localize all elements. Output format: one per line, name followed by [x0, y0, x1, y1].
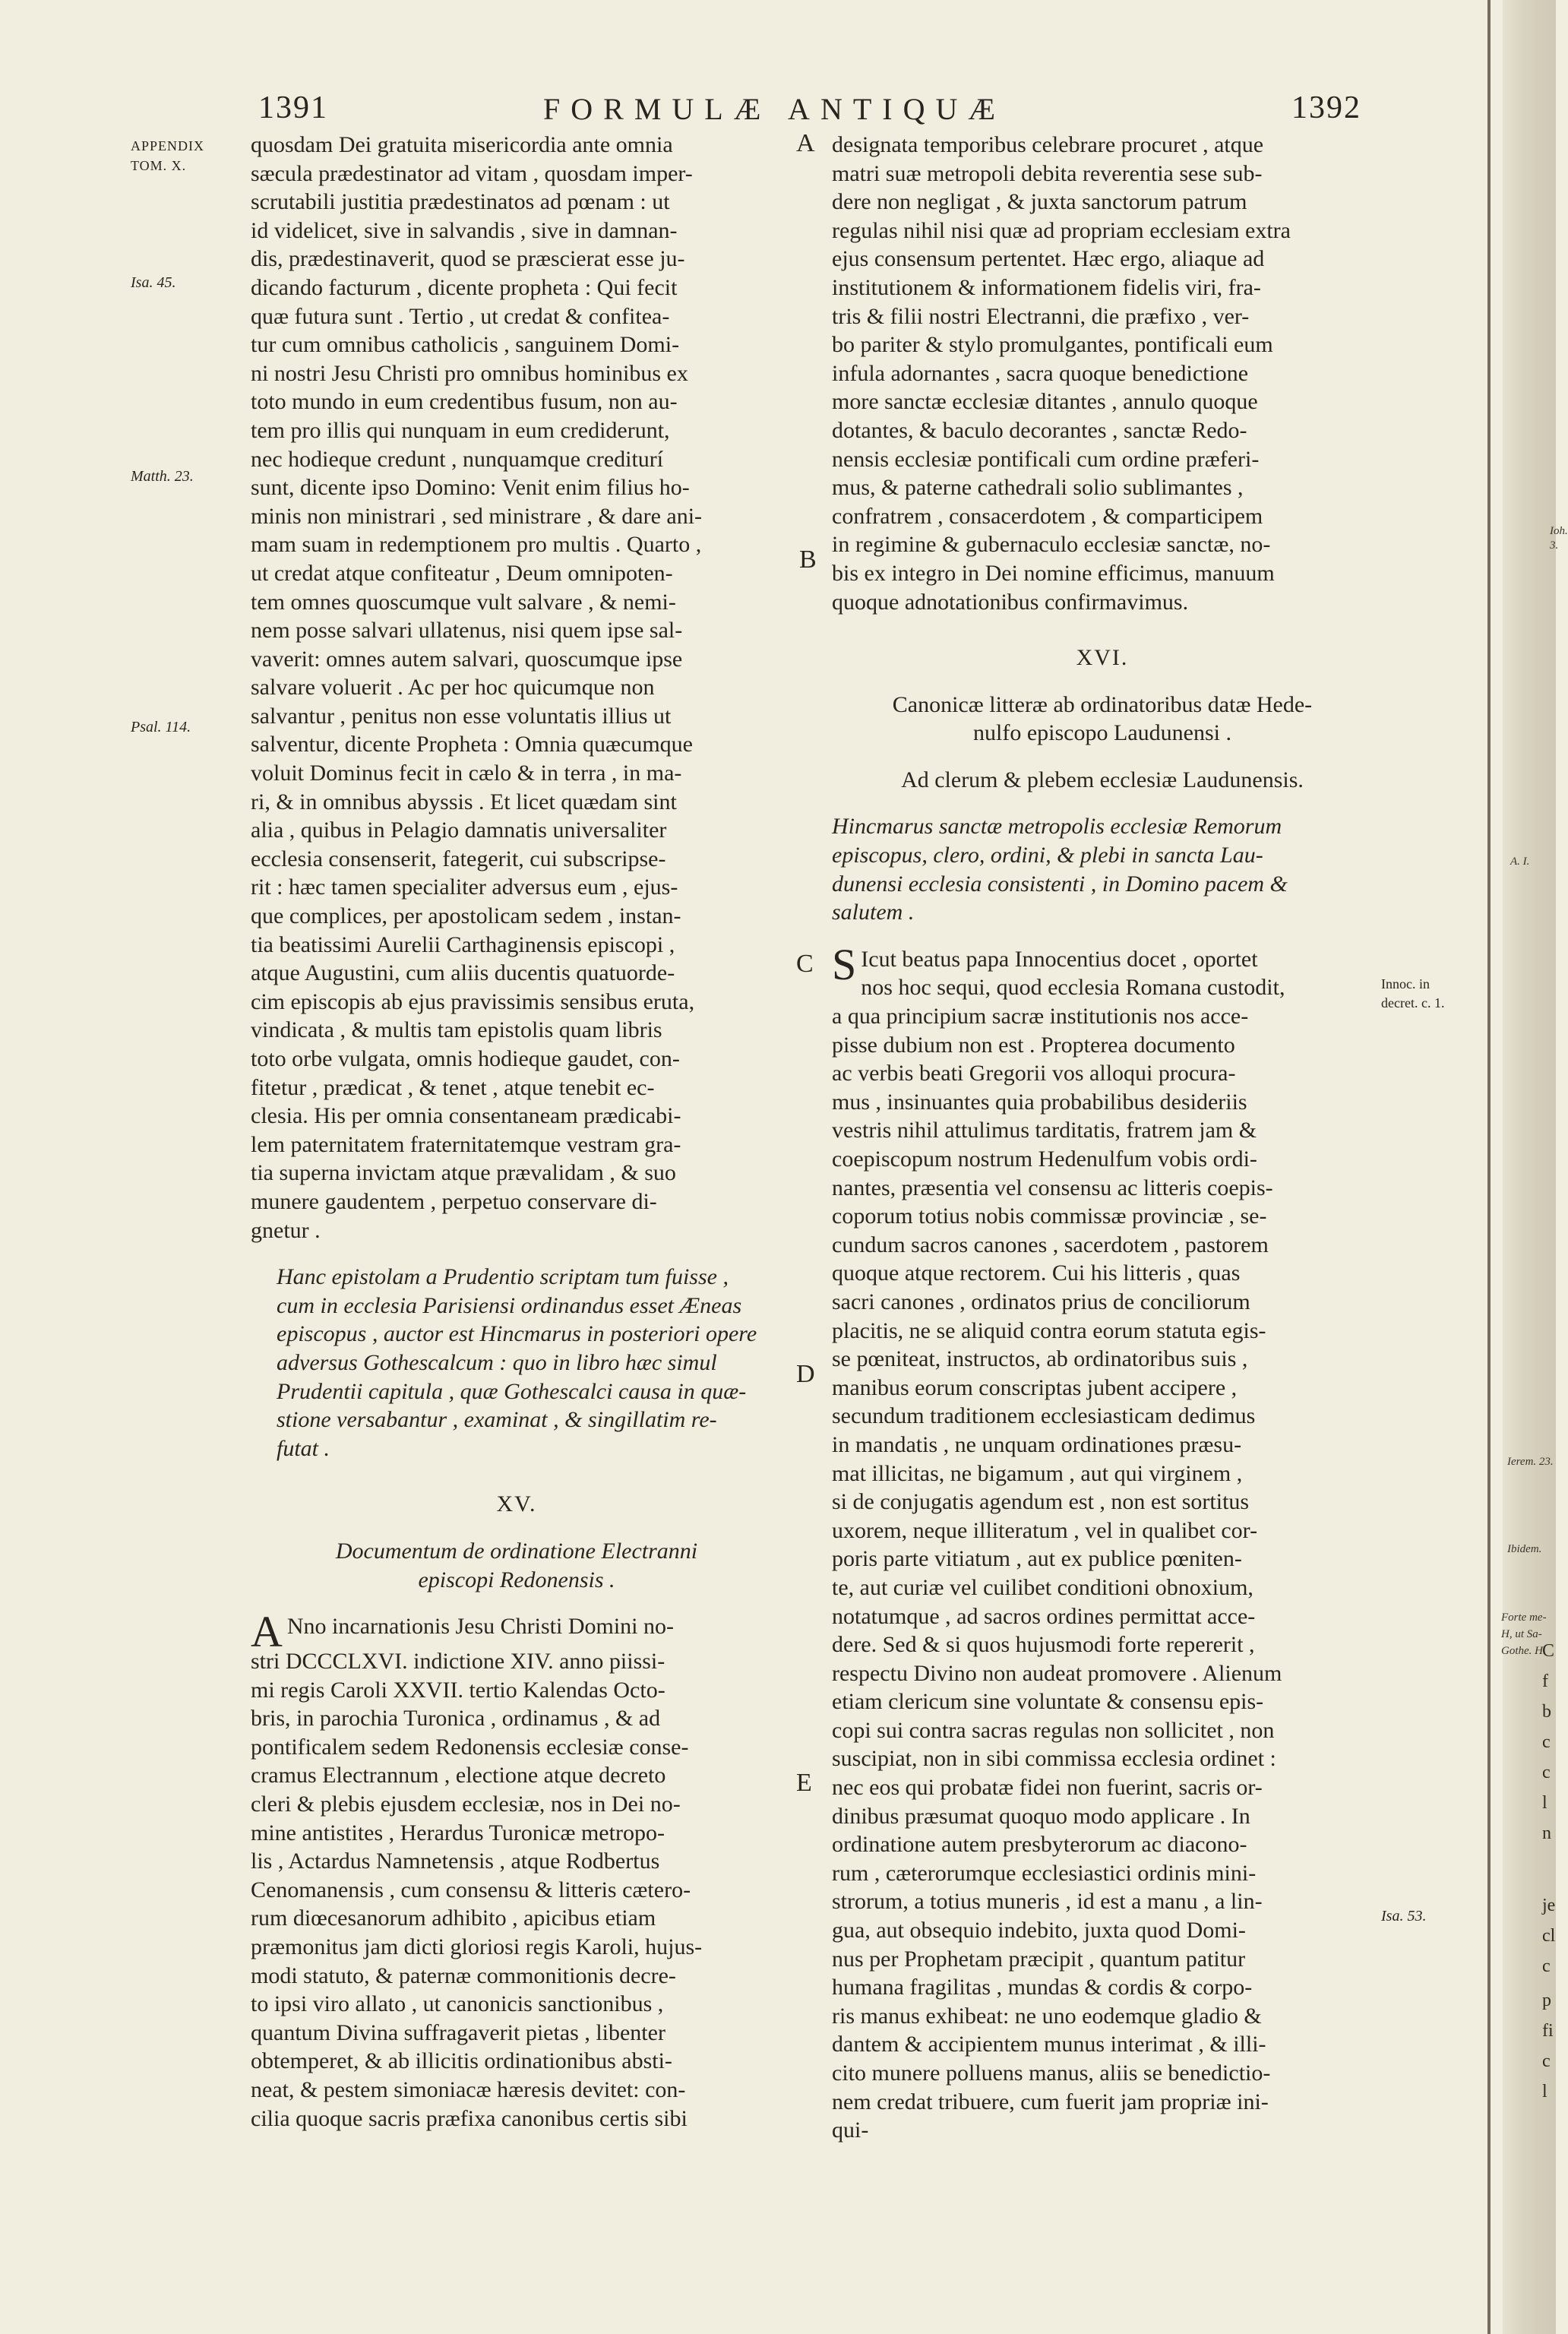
text-line: Prudentii capitula , quæ Gothescalci causa in quæ-: [277, 1378, 747, 1404]
text-line: strorum, a totius muneris , id est a manu , a lin-: [832, 1889, 1263, 1915]
text-line: quosdam Dei gratuita misericordia ante omnia: [251, 132, 673, 157]
text-line: quantum Divina suffragaverit pietas , libenter: [251, 2019, 665, 2045]
text-line: humana fragilitas , mundas & cordis & corpo-: [832, 1975, 1253, 2000]
letter-address: Ad clerum & plebem ecclesiæ Laudunensis.: [901, 767, 1304, 792]
text-line: a qua principium sacræ institutionis nos acce-: [832, 1004, 1249, 1029]
text-line: ac verbis beati Gregorii vos alloqui procura-: [832, 1061, 1236, 1086]
text-line: placitis, ne se aliquid contra eorum statuta egis-: [832, 1317, 1266, 1343]
edge-note: Ioh. 3.: [1550, 525, 1568, 552]
text-line: salvare voluerit . Ac per hoc quicumque non: [251, 675, 655, 701]
text-line: mi regis Caroli XXVII. tertio Kalendas Octo-: [251, 1677, 665, 1703]
text-line: Nno incarnationis Jesu Christi Domini no-: [286, 1614, 675, 1640]
text-line: nus per Prophetam præcipit , quantum patitur: [832, 1946, 1246, 1972]
text-line: Documentum de ordinatione Electranni: [335, 1538, 698, 1564]
edge-note: A. I.: [1510, 855, 1530, 868]
text-line: salutem .: [832, 900, 915, 925]
text-line: toto mundo in eum credentibus fusum, non au-: [251, 389, 678, 415]
text-line: Canonicæ litteræ ab ordinatoribus datæ Hede-: [892, 691, 1313, 717]
text-line: Cenomanensis , cum consensu & litteris cætero-: [251, 1877, 691, 1902]
text-line: matri suæ metropoli debita reverentia sese sub-: [832, 160, 1263, 186]
xv-paragraph: [251, 1607, 782, 2133]
text-line: sunt, dicente ipso Domino: Venit enim filius ho-: [251, 475, 690, 501]
text-line: episcopus, clero, ordini, & plebi in sancta Lau-: [832, 843, 1263, 868]
text-line: futat .: [277, 1435, 330, 1461]
text-line: mine antistites , Herardus Turonicæ metropo-: [251, 1820, 665, 1845]
text-line: mus , insinuantes quia probabilibus desideriis: [832, 1089, 1247, 1115]
section-title-xvi: [832, 691, 1373, 748]
text-line: ris manus exhibeat: ne uno eodemque gladio &: [832, 2003, 1262, 2029]
text-line: rum diœcesanorum adhibito , apicibus etiam: [251, 1905, 656, 1931]
section-letter: B: [799, 546, 817, 574]
text-line: cramus Electrannum , electione atque decreto: [251, 1763, 666, 1788]
text-line: adversus Gothescalcum : quo in libro hæc simul: [277, 1349, 717, 1375]
page-gutter-line: [1487, 0, 1491, 2334]
edge-note: Ibidem.: [1507, 1543, 1542, 1555]
text-line: Hincmarus sanctæ metropolis ecclesiæ Remorum: [832, 814, 1282, 840]
text-line: to ipsi viro allato , ut canonicis sanctionibus ,: [251, 1991, 664, 2017]
text-line: notatumque , ad sacros ordines permittat acce-: [832, 1603, 1256, 1629]
text-line: more sanctæ ecclesiæ ditantes , annulo quoque: [832, 389, 1258, 415]
text-line: que complices, per apostolicam sedem , instan-: [251, 903, 681, 929]
text-line: confratrem , consacerdotem , & comparticipem: [832, 503, 1263, 529]
text-line: fitetur , prædicat , & tenet , atque tenebit ec-: [251, 1074, 655, 1100]
text-line: suscipiat, non in sibi commissa ecclesia ordinet :: [832, 1746, 1276, 1772]
text-line: quæ futura sunt . Tertio , ut credat & confitea-: [251, 303, 670, 329]
text-line: dis, prædestinaverit, quod se præscierat esse ju-: [251, 246, 685, 272]
text-line: dere. Sed & si quos hujusmodi forte repererit ,: [832, 1632, 1255, 1658]
drop-cap: A: [251, 1607, 283, 1657]
drop-cap: S: [832, 939, 857, 989]
text-line: etiam clericum sine voluntate & consensu epis-: [832, 1689, 1264, 1715]
text-line: salventur, dicente Propheta : Omnia quæcumque: [251, 732, 693, 757]
letter-salutation: [832, 812, 1373, 926]
text-line: rum , cæterorumque ecclesiastici ordinis mini-: [832, 1860, 1257, 1886]
text-line: ut credat atque confiteatur , Deum omnipoten-: [251, 560, 673, 586]
text-line: pisse dubium non est . Propterea documento: [832, 1032, 1235, 1058]
text-line: cum in ecclesia Parisiensi ordinandus esset Æneas: [277, 1292, 742, 1318]
margin-reference: Psal. 114.: [131, 719, 191, 735]
text-line: ordinatione autem presbyterorum ac diacono-: [832, 1832, 1247, 1858]
text-line: dinibus præsumat quoquo modo applicare . In: [832, 1803, 1250, 1829]
text-line: obtemperet, & ab illicitis ordinationibus absti-: [251, 2048, 672, 2074]
text-line: id videlicet, sive in salvandis , sive in damnan-: [251, 217, 678, 243]
text-line: voluit Dominus fecit in cælo & in terra , in ma-: [251, 761, 682, 786]
text-line: infula adornantes , sacra quoque benedictione: [832, 360, 1249, 386]
text-line: copi sui contra sacras regulas non sollicitet , non: [832, 1717, 1275, 1743]
text-line: tem omnes quoscumque vult salvare , & nemi-: [251, 589, 676, 615]
text-line: ri, & in omnibus abyssis . Et licet quædam sint: [251, 789, 677, 814]
edge-note: H, ut Sa-: [1501, 1628, 1542, 1640]
page-number-left: 1391: [258, 90, 328, 125]
text-line: stri DCCCLXVI. indictione XIV. anno piissi-: [251, 1649, 665, 1675]
text-line: se pœniteat, instructos, ab ordinatoribus suis ,: [832, 1346, 1248, 1372]
text-line: quoque atque rectorem. Cui his litteris , quas: [832, 1260, 1241, 1286]
text-line: nos hoc sequi, quod ecclesia Romana custodit,: [861, 975, 1285, 1001]
text-line: nensis ecclesiæ pontificali cum ordine præferi-: [832, 446, 1260, 472]
text-line: dotantes, & baculo decorantes , sanctæ Redo-: [832, 417, 1247, 443]
text-line: manibus eorum conscriptas jubent accipere ,: [832, 1374, 1238, 1400]
text-line: episcopus , auctor est Hincmarus in posteriori opere: [277, 1321, 757, 1347]
text-line: modi statuto, & paternæ commonitionis decre-: [251, 1962, 676, 1988]
text-line: cilia quoque sacris præfixa canonibus certis sibi: [251, 2105, 688, 2131]
edge-note: Ierem. 23.: [1507, 1456, 1554, 1468]
text-line: tem pro illis qui nunquam in eum crediderunt,: [251, 417, 670, 443]
edge-fragment: p: [1542, 1991, 1551, 2010]
text-line: neat, & pestem simoniacæ hæresis devitet: con-: [251, 2077, 686, 2102]
page-header: [0, 90, 1489, 128]
text-line: si de conjugatis agendum est , non est sortitus: [832, 1489, 1250, 1515]
text-line: vaverit: omnes autem salvari, quoscumque ipse: [251, 646, 683, 672]
left-column: [251, 131, 782, 2133]
text-line: gnetur .: [251, 1217, 321, 1243]
text-line: vestris nihil attulimus tarditatis, fratrem jam &: [832, 1118, 1257, 1143]
margin-reference: Isa. 45.: [131, 274, 176, 291]
text-line: bis ex integro in Dei nomine efficimus, manuum: [832, 560, 1275, 586]
text-line: alia , quibus in Pelagio damnatis universaliter: [251, 818, 667, 843]
text-line: mat illicitas, ne bigamum , aut qui virginem ,: [832, 1460, 1243, 1486]
section-letter: D: [796, 1360, 815, 1388]
margin-reference: decret. c. 1.: [1381, 995, 1445, 1010]
text-line: te, aut curiæ vel cuilibet conditioni obnoxium,: [832, 1574, 1253, 1600]
right-body-text: [832, 131, 1373, 616]
section-title-xv: [251, 1537, 782, 1594]
xvi-paragraph: [832, 939, 1373, 2145]
text-line: præmonitus jam dicti gloriosi regis Karoli, hujus-: [251, 1934, 703, 1960]
text-line: cundum sacros canones , sacerdotem , pastorem: [832, 1232, 1269, 1257]
text-line: lis , Actardus Namnetensis , atque Rodbertus: [251, 1849, 660, 1874]
text-line: cim episcopis ab ejus pravissimis sensibus eruta,: [251, 988, 695, 1014]
text-line: respectu Divino non audeat promovere . Alienum: [832, 1660, 1282, 1686]
page-number-right: 1392: [1291, 90, 1361, 125]
edge-fragment: l: [1542, 1793, 1547, 1813]
text-line: bris, in parochia Turonica , ordinamus , & ad: [251, 1706, 661, 1732]
text-line: sacri canones , ordinatos prius de conciliorum: [832, 1289, 1250, 1314]
edge-fragment: n: [1542, 1823, 1551, 1843]
margin-tom: TOM. X.: [131, 158, 187, 173]
text-line: Hanc epistolam a Prudentio scriptam tum fuisse ,: [277, 1264, 729, 1290]
text-line: minis non ministrari , sed ministrare , & dare ani-: [251, 503, 703, 529]
edge-fragment: cl: [1542, 1926, 1556, 1946]
text-line: ni nostri Jesu Christi pro omnibus hominibus ex: [251, 360, 688, 386]
text-line: clesia. His per omnia consentaneam prædicabi-: [251, 1103, 681, 1129]
text-line: nantes, præsentia vel consensu ac litteris coepis-: [832, 1175, 1273, 1200]
edge-fragment: fi: [1542, 2021, 1554, 2041]
margin-appendix: APPENDIX: [131, 138, 205, 153]
edge-note: Gothe. H.: [1501, 1645, 1546, 1657]
text-line: dunensi ecclesia consistenti , in Domino pacem &: [832, 871, 1288, 897]
editorial-note: [251, 1263, 782, 1463]
text-line: nec hodieque credunt , nunquamque crediturí: [251, 446, 664, 472]
text-line: mam suam in redemptionem pro multis . Quarto ,: [251, 532, 702, 558]
edge-note: Forte me-: [1501, 1611, 1547, 1624]
text-line: nec eos qui probatæ fidei non fuerint, sacris or-: [832, 1775, 1263, 1801]
section-letter: A: [796, 129, 815, 157]
margin-reference: Innoc. in: [1381, 976, 1430, 991]
text-line: dicando facturum , dicente propheta : Qui fecit: [251, 274, 678, 300]
edge-fragment: c: [1542, 1732, 1551, 1752]
edge-fragment: je: [1542, 1896, 1556, 1915]
edge-fragment: C: [1542, 1641, 1555, 1661]
edge-fragment: l: [1542, 2082, 1547, 2102]
adjacent-page-edge: [1503, 0, 1556, 2334]
text-line: tris & filii nostri Electranni, die præfixo , ver-: [832, 303, 1250, 329]
margin-reference: Matth. 23.: [131, 468, 194, 485]
text-line: quoque adnotationibus confirmavimus.: [832, 589, 1189, 615]
text-line: uxorem, neque illiteratum , vel in qualibet cor-: [832, 1517, 1258, 1543]
text-line: cito munere polluens manus, aliis se benedictio-: [832, 2060, 1271, 2086]
text-line: Icut beatus papa Innocentius docet , oportet: [861, 946, 1258, 972]
text-line: rit : hæc tamen specialiter adversus eum , ejus-: [251, 874, 678, 900]
text-line: tia beatissimi Aurelii Carthaginensis episcopi ,: [251, 931, 675, 957]
section-letter: E: [796, 1769, 812, 1797]
text-line: nulfo episcopo Laudunensi .: [973, 720, 1231, 746]
text-line: designata temporibus celebrare procuret , atque: [832, 132, 1264, 157]
text-line: stione versabantur , examinat , & singillatim re-: [277, 1407, 717, 1433]
text-line: sæcula prædestinator ad vitam , quosdam imper-: [251, 160, 693, 186]
text-line: tur cum omnibus catholicis , sanguinem Domi-: [251, 332, 680, 358]
text-line: dantem & accipientem munus interimat , & illi-: [832, 2032, 1266, 2057]
text-line: poris parte vitiatum , aut ex publice pœniten-: [832, 1546, 1242, 1572]
text-line: secundum traditionem ecclesiasticam dedimus: [832, 1403, 1256, 1429]
text-line: cleri & plebis ejusdem ecclesiæ, nos in Dei no-: [251, 1792, 681, 1817]
running-title: FORMULÆ ANTIQUÆ: [543, 92, 1006, 126]
text-line: regulas nihil nisi quæ ad propriam ecclesiam extra: [832, 217, 1291, 243]
edge-fragment: f: [1542, 1671, 1548, 1691]
text-line: in mandatis , ne unquam ordinationes præsu-: [832, 1431, 1242, 1457]
text-line: salvantur , penitus non esse voluntatis illius ut: [251, 703, 672, 729]
text-line: scrutabili justitia prædestinatos ad pœnam : ut: [251, 189, 670, 215]
text-line: qui-: [832, 2117, 869, 2143]
text-line: episcopi Redonensis .: [418, 1567, 615, 1592]
right-column: [832, 131, 1373, 2145]
text-line: bo pariter & stylo promulgantes, pontificali eum: [832, 332, 1273, 358]
section-number-xv: XV.: [496, 1491, 537, 1517]
edge-fragment: c: [1542, 2051, 1551, 2071]
text-line: atque Augustini, cum aliis ducentis quatuorde-: [251, 960, 675, 986]
text-line: coepiscopum nostrum Hedenulfum vobis ordi-: [832, 1146, 1257, 1172]
text-line: mus, & paterne cathedrali solio sublimantes ,: [832, 475, 1244, 501]
text-line: tia superna invictam atque prævalidam , & suo: [251, 1160, 676, 1186]
text-line: nem posse salvari ullatenus, nisi quem ipse sal-: [251, 618, 683, 644]
edge-fragment: c: [1542, 1763, 1551, 1782]
section-number-xvi: XVI.: [1076, 645, 1129, 671]
text-line: institutionem & informationem fidelis viri, fra-: [832, 274, 1261, 300]
text-line: lem paternitatem fraternitatemque vestram gra-: [251, 1131, 681, 1157]
text-line: ejus consensum pertentet. Hæc ergo, aliaque ad: [832, 246, 1265, 272]
text-line: vindicata , & multis tam epistolis quam libris: [251, 1017, 662, 1043]
edge-fragment: c: [1542, 1956, 1551, 1976]
edge-fragment: b: [1542, 1702, 1551, 1722]
text-line: coporum totius nobis commissæ provinciæ , se-: [832, 1203, 1267, 1229]
left-body-text: [251, 131, 782, 1244]
text-line: pontificalem sedem Redonensis ecclesiæ conse-: [251, 1734, 689, 1760]
text-line: dere non negligat , & juxta sanctorum patrum: [832, 189, 1247, 215]
section-letter: C: [796, 950, 814, 978]
margin-reference: Isa. 53.: [1381, 1908, 1427, 1924]
text-line: gua, aut obsequio indebito, juxta quod Domi-: [832, 1918, 1246, 1943]
text-line: toto orbe vulgata, omnis hodieque gaudet, con-: [251, 1046, 680, 1071]
text-line: in regimine & gubernaculo ecclesiæ sanctæ, no-: [832, 532, 1271, 558]
text-line: munere gaudentem , perpetuo conservare di-: [251, 1188, 657, 1214]
text-line: nem credat tribuere, cum fuerit jam propriæ ini-: [832, 2089, 1269, 2114]
text-line: ecclesia consenserit, fategerit, cui subscripse-: [251, 846, 666, 871]
